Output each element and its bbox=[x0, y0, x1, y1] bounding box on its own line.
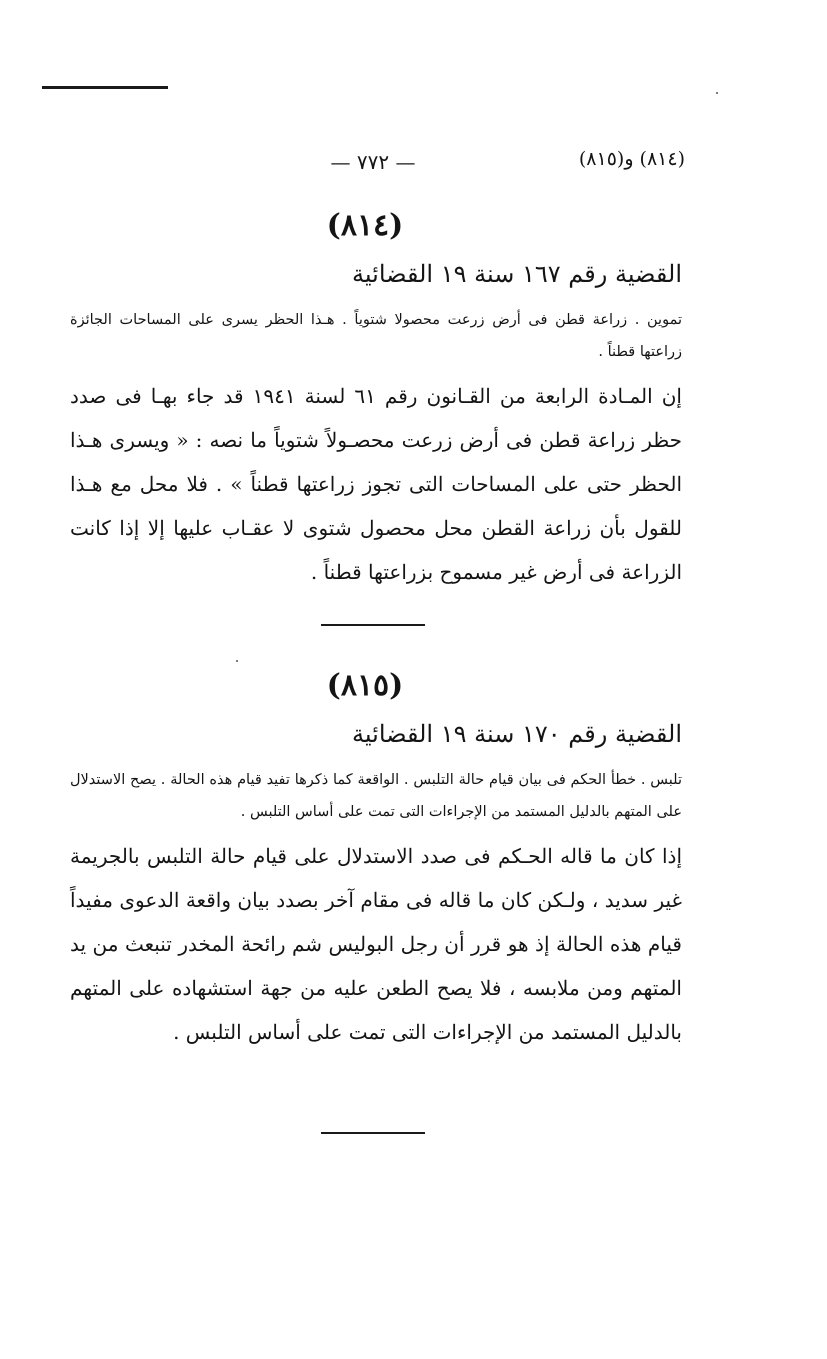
page-number: — ٧٧٢ — bbox=[330, 150, 416, 174]
section-divider bbox=[321, 1132, 425, 1134]
case-number: (٨١٥) bbox=[326, 668, 404, 703]
case-summary: تلبس . خطأ الحكم فى بيان قيام حالة التلبس . الواقعة كما ذكرها تفيد قيام هذه الحالة . يصح الاستدلال على المتهم بالدليل المستمد من الإجراءات التى تمت على أساس التلبس . bbox=[70, 772, 682, 820]
case-title: القضية رقم ١٦٧ سنة ١٩ القضائية bbox=[352, 260, 682, 288]
scan-speck bbox=[716, 92, 718, 94]
section-divider bbox=[321, 624, 425, 626]
case-number: (٨١٤) bbox=[326, 208, 404, 243]
top-rule bbox=[42, 86, 168, 89]
case-summary: تموين . زراعة قطن فى أرض زرعت محصولا شتوياً . هـذا الحظر يسرى على المساحات الجائزة زراعتها قطناً . bbox=[70, 312, 682, 360]
case-body: إذا كان ما قاله الحـكم فى صدد الاستدلال على قيام حالة التلبس بالجريمة غير سديد ، ولـكن كان ما قاله فى مقام آخر بصدد بيان واقعة الدعوى مفيداً قيام هذه الحالة إذ هو قرر أن رجل البوليس شم رائحة المخدر تنبعث من يد المتهم ومن ملابسه ، فلا يصح الطعن عليه من جهة استشهاده على المتهم بالدليل المستمد من الإجراءات التى تمت على أساس التلبس . bbox=[70, 844, 682, 1044]
running-header-case-range: (٨١٤) و(٨١٥) bbox=[578, 148, 685, 170]
scan-speck bbox=[236, 660, 238, 662]
case-body: إن المـادة الرابعة من القـانون رقم ٦١ لسنة ١٩٤١ قد جاء بهـا فى صدد حظر زراعة قطن فى أرض زرعت محصـولاً شتوياً ما نصه : « ويسرى هـذا الحظر حتى على المساحات التى تجوز زراعتها قطناً » . فلا محل مع هـذا للقول بأن زراعة القطن محل محصول شتوى لا عقـاب عليها إلا إذا كانت الزراعة فى أرض غير مسموح بزراعتها قطناً . bbox=[70, 384, 682, 584]
case-title: القضية رقم ١٧٠ سنة ١٩ القضائية bbox=[352, 720, 682, 748]
